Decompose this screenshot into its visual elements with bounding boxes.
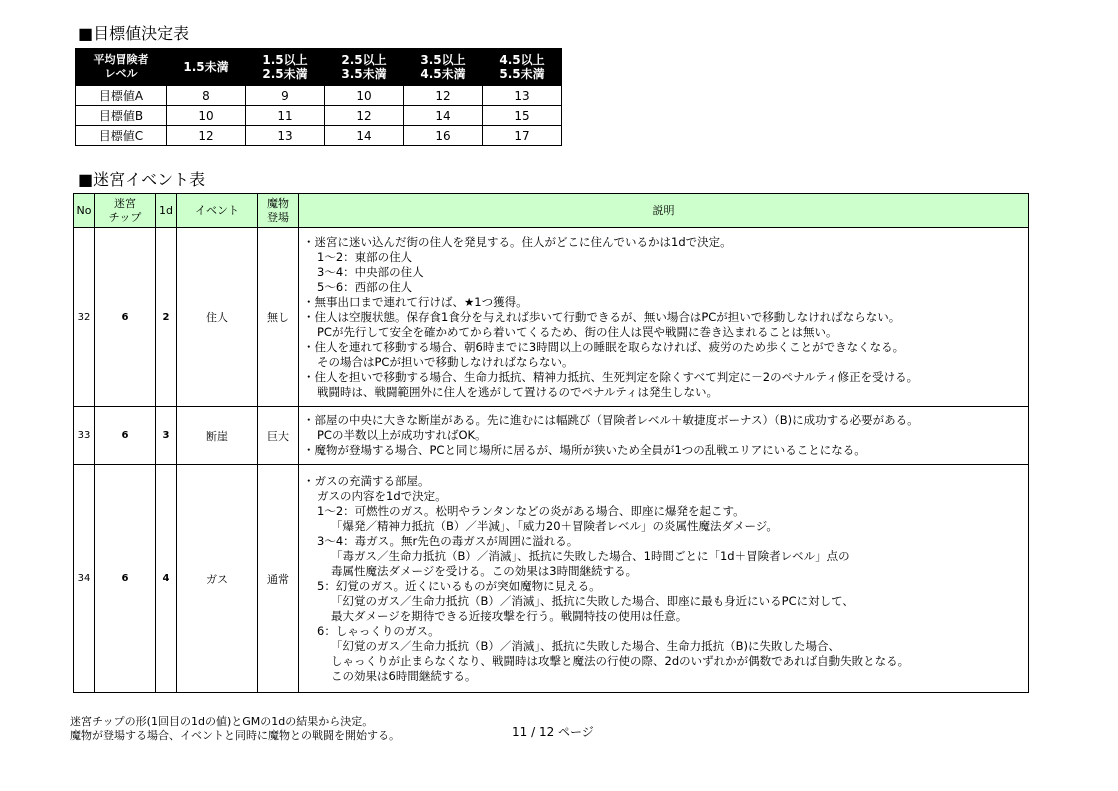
target-table-header-row (76, 49, 562, 86)
labyrinth-event-table (73, 193, 1029, 693)
description-line: 毒属性魔法ダメージを受ける。この効果は3時間継続する。 (331, 563, 638, 578)
table-cell: 14 (325, 126, 404, 146)
table-cell: 9 (246, 86, 325, 106)
footer-note-1: 迷宮チップの形(1回目の1dの値)とGMの1dの結果から決定。 (70, 715, 374, 728)
header-range-2: 1.5以上 2.5未満 (246, 49, 325, 86)
description-line: ・部屋の中央に大きな断崖がある。先に進むには幅跳び（冒険者レベル＋敏捷度ボーナス）（B)に成功する必要がある。 (303, 413, 919, 427)
table-row (74, 407, 1029, 465)
description-line: ・住人を連れて移動する場合、朝6時までに3時間以上の睡眠を取らなければ、疲労のため歩くことができなくなる。 (303, 339, 905, 354)
event-no: 34 (74, 465, 95, 693)
description-line: 「毒ガス／生命力抵抗（B）／消滅」、抵抗に失敗した場合、1時間ごとに「1d＋冒険者レベル」点の (331, 548, 850, 563)
header-description: 説明 (299, 194, 1029, 228)
description-line: 3～4：中央部の住人 (317, 264, 424, 279)
description-line: 5～6：西部の住人 (317, 279, 413, 294)
event-description (299, 407, 1029, 465)
description-line: 「幻覚のガス／生命力抵抗（B）／消滅」、抵抗に失敗した場合、即座に最も身近にいるPCに対して、 (331, 593, 854, 608)
header-1d: 1d (156, 194, 177, 228)
description-line: PCの半数以上が成功すればOK。 (317, 428, 487, 442)
event-description (299, 465, 1029, 693)
row-label: 目標値A (76, 86, 167, 106)
table-row (76, 86, 562, 106)
description-line: ・ガスの充満する部屋。 (303, 473, 430, 488)
description-line: 最大ダメージを期待できる近接攻撃を行う。戦闘特技の使用は任意。 (331, 608, 688, 623)
row-label: 目標値B (76, 106, 167, 126)
table-cell: 12 (167, 126, 246, 146)
description-line: ・迷宮に迷い込んだ街の住人を発見する。住人がどこに住んでいるかは1dで決定。 (303, 234, 732, 249)
row-label: 目標値C (76, 126, 167, 146)
description-line: しゃっくりが止まらなくなり、戦闘時は攻撃と魔法の行使の際、2dのいずれかが偶数であれば自動失敗となる。 (331, 653, 910, 668)
table-row (74, 465, 1029, 693)
event-table-header-row (74, 194, 1029, 228)
event-1d: 4 (156, 465, 177, 693)
table-cell: 12 (404, 86, 483, 106)
table-cell: 17 (483, 126, 562, 146)
table-cell: 13 (483, 86, 562, 106)
table-cell: 15 (483, 106, 562, 126)
event-name: 住人 (177, 228, 258, 407)
event-chip: 6 (95, 407, 156, 465)
description-line: ・無事出口まで連れて行けば、★1つ獲得。 (303, 294, 528, 309)
header-event: イベント (177, 194, 258, 228)
header-range-1: 1.5未満 (167, 49, 246, 86)
event-name: ガス (177, 465, 258, 693)
table-cell: 10 (167, 106, 246, 126)
event-1d: 3 (156, 407, 177, 465)
description-line: 戦闘時は、戦闘範囲外に住人を逃がして置けるのでペナルティは発生しない。 (317, 384, 719, 399)
table-cell: 13 (246, 126, 325, 146)
table-cell: 10 (325, 86, 404, 106)
table-row (74, 228, 1029, 407)
description-line: 「幻覚のガス／生命力抵抗（B）／消滅」、抵抗に失敗した場合、生命力抵抗（B)に失敗した場合、 (331, 638, 841, 653)
table-cell: 16 (404, 126, 483, 146)
event-name: 断崖 (177, 407, 258, 465)
header-no: No (74, 194, 95, 228)
event-monster: 通常 (258, 465, 299, 693)
description-line: PCが先行して安全を確かめてから着いてくるため、街の住人は罠や戦闘に巻き込まれることは無い。 (317, 324, 838, 339)
event-no: 32 (74, 228, 95, 407)
event-monster: 巨大 (258, 407, 299, 465)
description-line: 「爆発／精神力抵抗（B）／半減」、「威力20＋冒険者レベル」の炎属性魔法ダメージ。 (331, 518, 778, 533)
event-1d: 2 (156, 228, 177, 407)
event-description (299, 228, 1029, 407)
target-table-title: ■目標値決定表 (78, 24, 190, 43)
header-chip: 迷宮 チップ (95, 194, 156, 228)
description-line: 3～4：毒ガス。無r先色の毒ガスが周囲に溢れる。 (317, 533, 579, 548)
table-cell: 14 (404, 106, 483, 126)
table-row (76, 126, 562, 146)
header-monster: 魔物 登場 (258, 194, 299, 228)
description-line: 1～2：可燃性のガス。松明やランタンなどの炎がある場合、即座に爆発を起こす。 (317, 503, 745, 518)
event-chip: 6 (95, 228, 156, 407)
footer-note-2: 魔物が登場する場合、イベントと同時に魔物との戦闘を開始する。 (70, 729, 400, 742)
header-range-4: 3.5以上 4.5未満 (404, 49, 483, 86)
event-table-title: ■迷宮イベント表 (78, 170, 206, 189)
table-row (76, 106, 562, 126)
event-monster: 無し (258, 228, 299, 407)
description-line: 5：幻覚のガス。近くにいるものが突如魔物に見える。 (317, 578, 601, 593)
table-cell: 12 (325, 106, 404, 126)
page-number: 11 / 12 ページ (512, 725, 594, 739)
description-line: ・住人を担いで移動する場合、生命力抵抗、精神力抵抗、生死判定を除くすべて判定に－2のペナルティ修正を受ける。 (303, 369, 919, 384)
description-line: その場合はPCが担いで移動しなければならない。 (317, 354, 574, 369)
header-avg-level: 平均冒険者 レベル (76, 49, 167, 86)
target-value-table (75, 48, 562, 146)
description-line: ・魔物が登場する場合、PCと同じ場所に居るが、場所が狭いため全員が1つの乱戦エリアにいることになる。 (303, 443, 866, 457)
description-line: ガスの内容を1dで決定。 (317, 488, 447, 503)
description-line: この効果は6時間継続する。 (331, 668, 477, 683)
event-no: 33 (74, 407, 95, 465)
header-range-3: 2.5以上 3.5未満 (325, 49, 404, 86)
event-chip: 6 (95, 465, 156, 693)
table-cell: 11 (246, 106, 325, 126)
table-cell: 8 (167, 86, 246, 106)
description-line: 6：しゃっくりのガス。 (317, 623, 440, 638)
description-line: 1～2：東部の住人 (317, 249, 413, 264)
description-line: ・住人は空腹状態。保存食1食分を与えれば歩いて行動できるが、無い場合はPCが担いで移動しなければならない。 (303, 309, 901, 324)
header-range-5: 4.5以上 5.5未満 (483, 49, 562, 86)
